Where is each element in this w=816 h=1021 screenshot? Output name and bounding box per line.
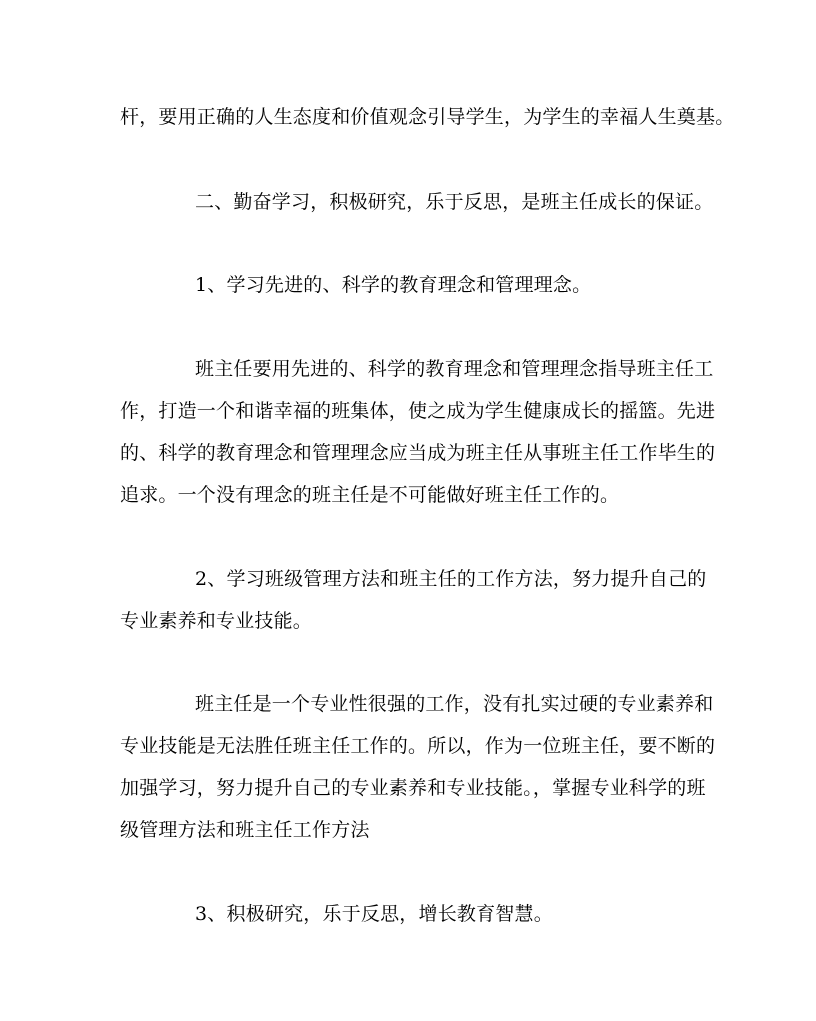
subsection-heading: 3、积极研究，乐于反思，增长教育智慧。 [195,903,553,925]
paragraph-line: 级管理方法和班主任工作方法 [120,819,370,841]
paragraph-line: 追求。一个没有理念的班主任是不可能做好班主任工作的。 [120,484,620,506]
subsection-heading: 1、学习先进的、科学的教育理念和管理理念。 [195,274,592,296]
paragraph-line: 的、科学的教育理念和管理理念应当成为班主任从事班主任工作毕生的 [120,442,716,464]
paragraph-line: 作，打造一个和谐幸福的班集体，使之成为学生健康成长的摇篮。先进 [120,400,716,422]
paragraph-line: 班主任要用先进的、科学的教育理念和管理理念指导班主任工 [195,358,714,380]
subsection-heading: 2、学习班级管理方法和班主任的工作方法，努力提升自己的 [195,568,707,590]
paragraph-line: 加强学习，努力提升自己的专业素养和专业技能。，掌握专业科学的班 [120,777,706,799]
subsection-heading-continued: 专业素养和专业技能。 [120,610,313,632]
paragraph-line: 专业技能是无法胜任班主任工作的。所以，作为一位班主任，要不断的 [120,735,716,757]
paragraph-line: 班主任是一个专业性很强的工作，没有扎实过硬的专业素养和 [195,693,714,715]
text-line: 杆，要用正确的人生态度和价值观念引导学生，为学生的幸福人生奠基。 [120,106,735,128]
section-heading: 二、勤奋学习，积极研究，乐于反思，是班主任成长的保证。 [195,191,714,213]
